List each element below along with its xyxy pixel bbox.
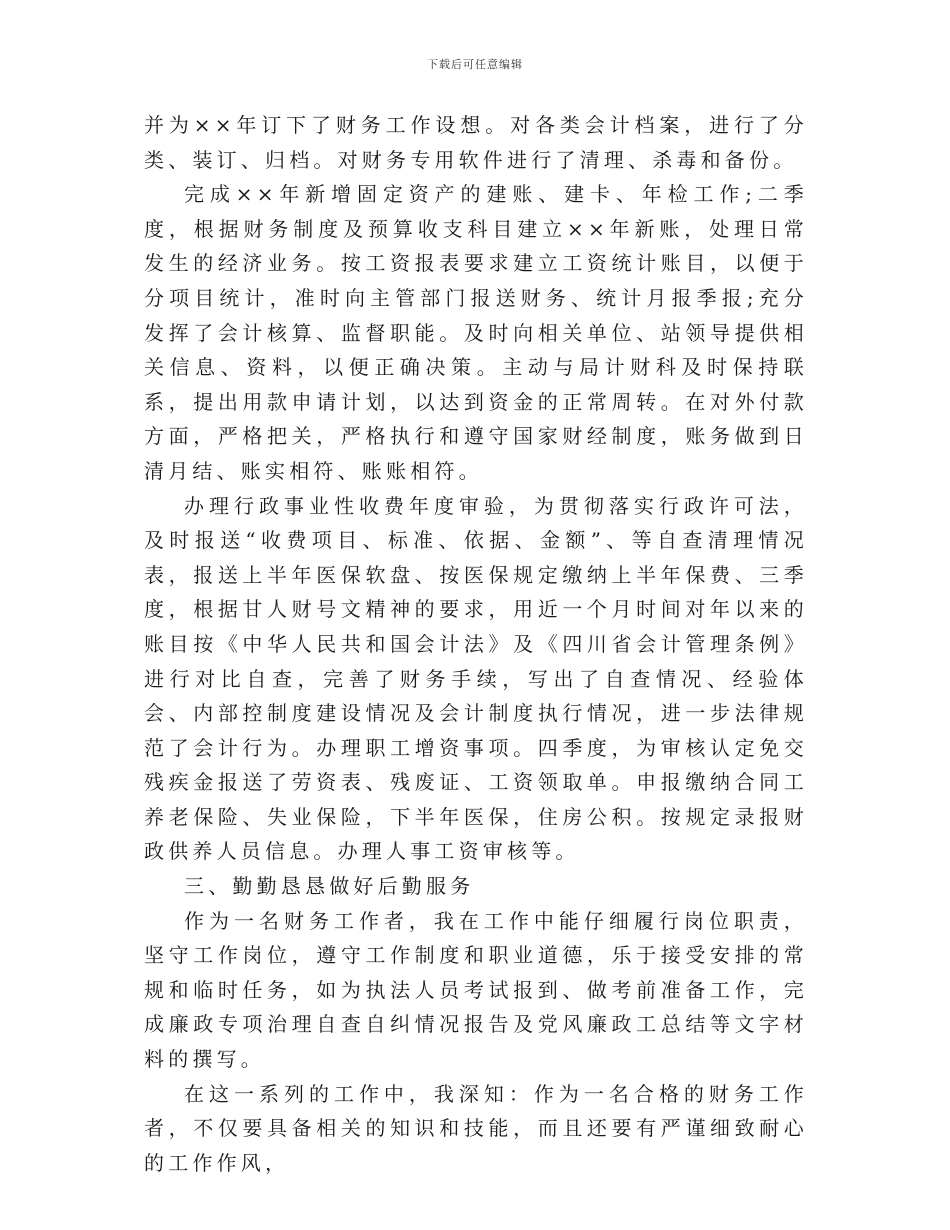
paragraph-archive-work: 并为××年订下了财务工作设想。对各类会计档案，进行了分类、装订、归档。对财务专用软件进行了清理、杀毒和备份。 — [144, 113, 808, 172]
document-body — [144, 108, 808, 1180]
page-header: 下载后可任意编辑 — [427, 58, 523, 71]
paragraph-fixed-assets: 完成××年新增固定资产的建账、建卡、年检工作;二季度，根据财务制度及预算收支科目建立××年新账，处理日常发生的经济业务。按工资报表要求建立工资统计账目，以便于分项目统计，准时向主管部门报送财务、统计月报季报;充分发挥了会计核算、监督职能。及时向相关单位、站领导提供相关信息、资料，以便正确决策。主动与局计财科及时保持联系，提出用款申请计划，以达到资金的正常周转。在对外付款方面，严格把关，严格执行和遵守国家财经制度，账务做到日清月结、账实相符、账账相符。 — [144, 182, 808, 483]
section-heading-logistics: 三、勤勤恳恳做好后勤服务 — [184, 874, 475, 899]
paragraph-reflection: 在这一系列的工作中，我深知：作为一名合格的财务工作者，不仅要具备相关的知识和技能，而且还要有严谨细致耐心的工作作风， — [144, 1081, 808, 1175]
paragraph-duties: 作为一名财务工作者，我在工作中能仔细履行岗位职责，坚守工作岗位，遵守工作制度和职业道德，乐于接受安排的常规和临时任务，如为执法人员考试报到、做考前准备工作，完成廉政专项治理自查自纠情况报告及党风廉政工总结等文字材料的撰写。 — [144, 908, 808, 1072]
paragraph-fee-audit: 办理行政事业性收费年度审验，为贯彻落实行政许可法，及时报送“收费项目、标准、依据、金额”、等自查清理情况表，报送上半年医保软盘、按医保规定缴纳上半年保费、三季度，根据甘人财号文精神的要求，用近一个月时间对年以来的账目按《中华人民共和国会计法》及《四川省会计管理条例》进行对比自查，完善了财务手续，写出了自查情况、经验体会、内部控制度建设情况及会计制度执行情况，进一步法律规范了会计行为。办理职工增资事项。四季度，为审核认定免交残疾金报送了劳资表、残废证、工资领取单。申报缴纳合同工养老保险、失业保险，下半年医保，住房公积。按规定录报财政供养人员信息。办理人事工资审核等。 — [144, 493, 808, 864]
